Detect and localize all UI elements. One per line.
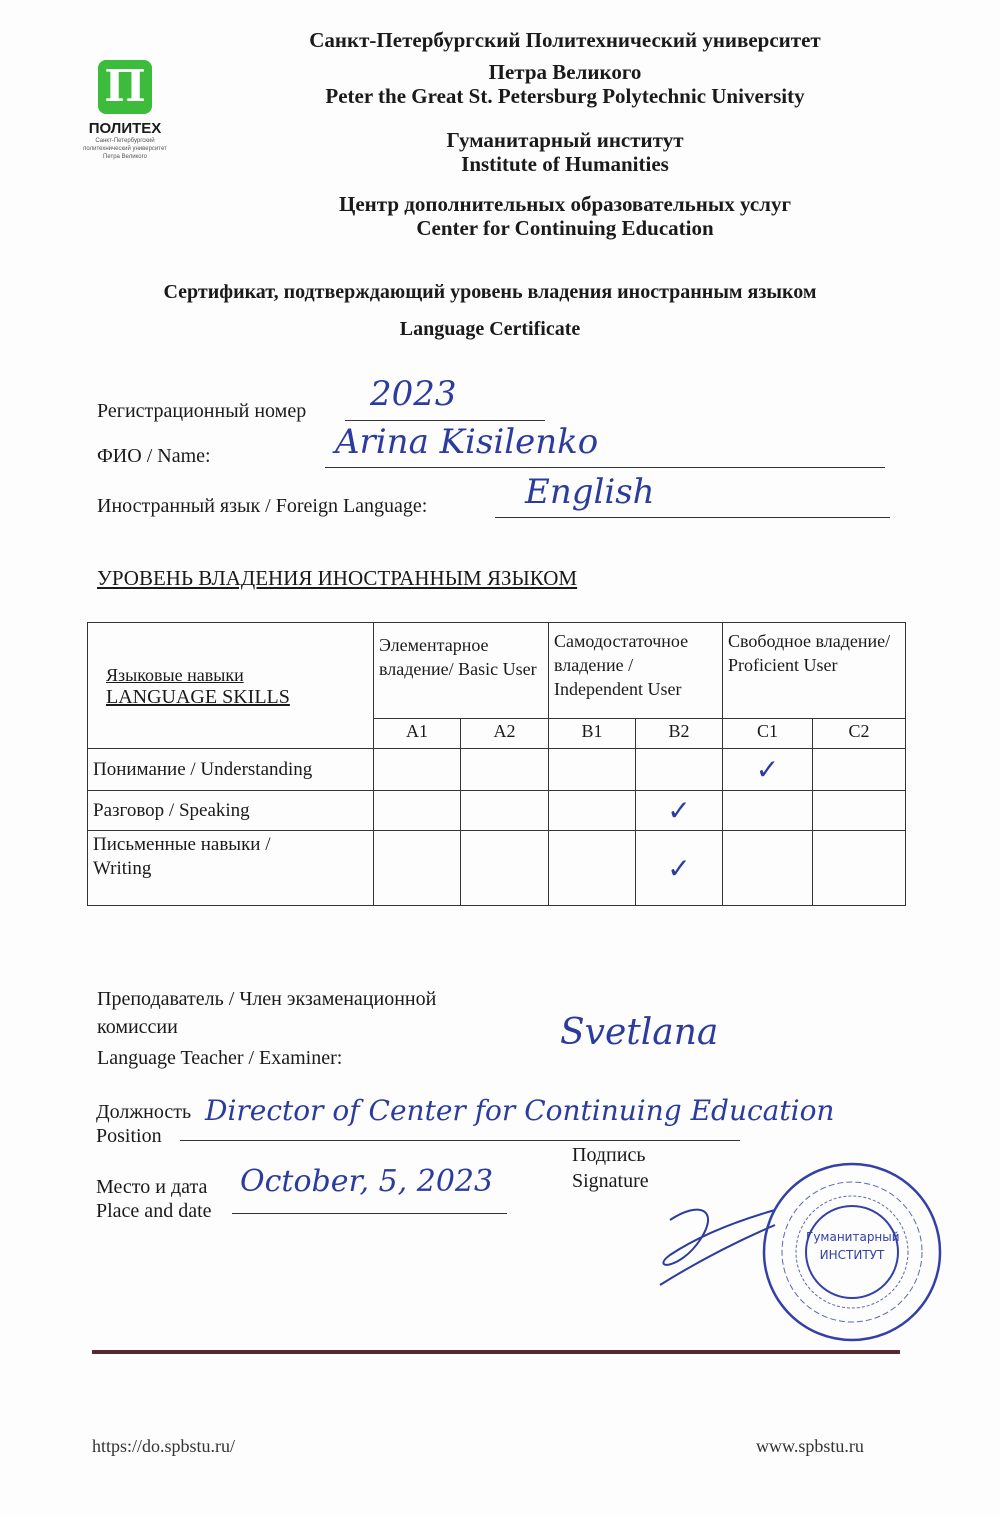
name-label: ФИО / Name:	[97, 445, 211, 467]
teacher-label-ru: Преподаватель / Член экзаменационной комиссии	[97, 988, 437, 1038]
polytech-logo	[75, 60, 175, 161]
logo-pi-icon: П	[98, 60, 152, 114]
skill-label: Письменные навыки / Writing	[88, 831, 374, 906]
place-date-label: Место и дата Place and date	[96, 1176, 212, 1222]
institute-ru: Гуманитарный институт	[446, 128, 684, 152]
teacher-name: Svetlana	[560, 1012, 719, 1053]
skills-header: Языковые навыки LANGUAGE SKILLS	[88, 623, 374, 749]
check-mark-icon: ✓	[636, 791, 723, 831]
university-en: Peter the Great St. Petersburg Polytechnic University	[325, 84, 805, 108]
group-proficient: Свободное владение/ Proficient User	[723, 623, 906, 719]
stamp-center-text: Гуманитарный ИНСТИТУТ	[806, 1230, 900, 1262]
level-heading: УРОВЕНЬ ВЛАДЕНИЯ ИНОСТРАННЫМ ЯЗЫКОМ	[97, 566, 578, 590]
certificate-title-ru: Сертификат, подтверждающий уровень владения иностранным языком	[163, 281, 817, 303]
place-date-value: October, 5, 2023	[240, 1164, 494, 1199]
signature-label: Подпись Signature	[572, 1144, 649, 1192]
center-ru: Центр дополнительных образовательных услуг	[339, 192, 791, 216]
center-en: Center for Continuing Education	[416, 216, 714, 240]
level-a1: A1	[374, 719, 461, 749]
logo-name: ПОЛИТЕХ	[88, 120, 162, 137]
check-mark-icon: ✓	[636, 831, 723, 906]
university-ru-2: Петра Великого	[488, 60, 642, 84]
name-value: Arina Kisilenko	[335, 422, 599, 462]
reg-number-value: 2023	[370, 374, 457, 414]
footer-right-link[interactable]: www.spbstu.ru	[756, 1436, 864, 1456]
level-c1: C1	[723, 719, 813, 749]
table-row	[88, 791, 906, 831]
footer-rule	[92, 1350, 900, 1354]
language-value: English	[525, 472, 655, 512]
teacher-label-en: Language Teacher / Examiner:	[97, 1047, 343, 1069]
skill-label: Разговор / Speaking	[88, 791, 374, 831]
reg-number-label: Регистрационный номер	[97, 400, 307, 422]
level-b1: B1	[549, 719, 636, 749]
level-b2: B2	[636, 719, 723, 749]
position-value: Director of Center for Continuing Education	[205, 1094, 835, 1127]
language-label: Иностранный язык / Foreign Language:	[97, 495, 428, 517]
university-ru: Санкт-Петербургский Политехнический университет	[309, 28, 821, 52]
institute-en: Institute of Humanities	[461, 152, 669, 176]
certificate-title-en: Language Certificate	[399, 318, 581, 340]
footer-left-link[interactable]: https://do.spbstu.ru/	[92, 1436, 236, 1456]
position-label: Должность Position	[96, 1101, 192, 1147]
signature-scribble	[640, 1200, 780, 1290]
table-row	[88, 831, 906, 906]
level-c2: C2	[813, 719, 906, 749]
level-a2: A2	[461, 719, 549, 749]
check-mark-icon: ✓	[723, 749, 813, 791]
skill-label: Понимание / Understanding	[88, 749, 374, 791]
group-basic: Элементарное владение/ Basic User	[374, 623, 549, 719]
skills-table	[87, 622, 906, 906]
logo-subtitle: Санкт-Петербургский политехнический университет Петра Великого	[83, 138, 167, 160]
group-independent: Самодостаточное владение / Independent User	[549, 623, 723, 719]
table-row	[88, 749, 906, 791]
